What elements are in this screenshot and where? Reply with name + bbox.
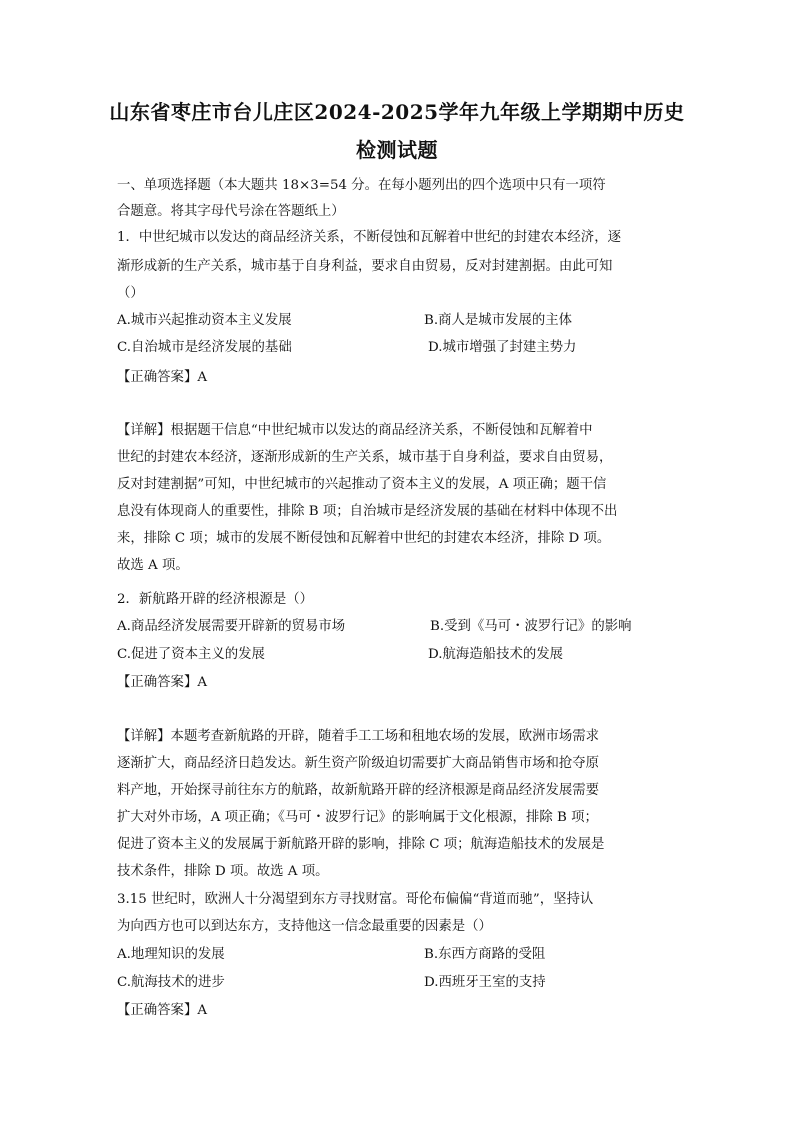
question-1-option-c: C.自治城市是经济发展的基础 [117, 340, 292, 355]
question-3-option-d: D.西班牙王室的支持 [424, 975, 546, 990]
question-2-explanation: 技术条件，排除 D 项。故选 A 项。 [117, 864, 329, 879]
question-3-option-c: C.航海技术的进步 [117, 975, 225, 990]
question-1-stem: 1．中世纪城市以发达的商品经济关系，不断侵蚀和瓦解着中世纪的封建农本经济，逐 [117, 230, 621, 245]
question-1-option-b: B.商人是城市发展的主体 [424, 313, 573, 328]
question-2-option-a: A.商品经济发展需要开辟新的贸易市场 [117, 619, 346, 634]
question-2-answer: 【正确答案】A [117, 675, 208, 690]
instruction-line: 一、单项选择题（本大题共 18×3=54 分。在每小题列出的四个选项中只有一项符 [117, 178, 606, 193]
question-2-stem: 2．新航路开辟的经济根源是（） [117, 592, 313, 607]
question-2-option-b: B.受到《马可・波罗行记》的影响 [430, 619, 632, 634]
question-1-stem: （） [117, 286, 144, 301]
question-3-option-a: A.地理知识的发展 [117, 947, 225, 962]
doc-title-line2: 检测试题 [356, 138, 438, 162]
instruction-line: 合题意。将其字母代号涂在答题纸上） [117, 204, 345, 219]
question-2-option-d: D.航海造船技术的发展 [428, 647, 564, 662]
question-2-explanation: 【详解】本题考查新航路的开辟，随着手工工场和租地农场的发展，欧洲市场需求 [117, 729, 600, 744]
question-1-answer: 【正确答案】A [117, 370, 208, 385]
doc-title-line1: 山东省枣庄市台儿庄区2024-2025学年九年级上学期期中历史 [109, 100, 685, 124]
question-1-option-d: D.城市增强了封建主势力 [428, 340, 577, 355]
question-1-explanation: 世纪的封建农本经济，逐渐形成新的生产关系，城市基于自身利益，要求自由贸易， [117, 450, 613, 465]
question-1-explanation: 来，排除 C 项；城市的发展不断侵蚀和瓦解着中世纪的封建农本经济，排除 D 项。 [117, 531, 611, 546]
question-3-option-b: B.东西方商路的受阻 [424, 947, 546, 962]
question-1-option-a: A.城市兴起推动资本主义发展 [117, 313, 292, 328]
question-2-explanation: 促进了资本主义的发展属于新航路开辟的影响，排除 C 项；航海造船技术的发展是 [117, 837, 605, 852]
question-2-option-c: C.促进了资本主义的发展 [117, 647, 265, 662]
question-2-explanation: 扩大对外市场，A 项正确；《马可・波罗行记》的影响属于文化根源，排除 B 项； [117, 810, 598, 825]
question-1-explanation: 息没有体现商人的重要性，排除 B 项；自治城市是经济发展的基础在材料中体现不出 [117, 504, 618, 519]
question-1-explanation: 故选 A 项。 [117, 558, 189, 573]
question-1-stem: 渐形成新的生产关系，城市基于自身利益，要求自由贸易，反对封建割据。由此可知 [117, 259, 613, 274]
question-2-explanation: 逐渐扩大，商品经济日趋发达。新生资产阶级迫切需要扩大商品销售市场和抢夺原 [117, 756, 600, 771]
question-3-stem: 为向西方也可以到达东方，支持他这一信念最重要的因素是（） [117, 919, 492, 934]
question-1-explanation: 【详解】根据题干信息“中世纪城市以发达的商品经济关系，不断侵蚀和瓦解着中 [117, 423, 593, 438]
question-1-explanation: 反对封建割据”可知，中世纪城市的兴起推动了资本主义的发展，A 项正确；题干信 [117, 477, 607, 492]
question-2-explanation: 料产地，开始探寻前往东方的航路，故新航路开辟的经济根源是商品经济发展需要 [117, 783, 600, 798]
question-3-answer: 【正确答案】A [117, 1003, 208, 1018]
question-3-stem: 3.15 世纪时，欧洲人十分渴望到东方寻找财富。哥伦布偏偏“背道而驰”，坚持认 [117, 892, 594, 907]
